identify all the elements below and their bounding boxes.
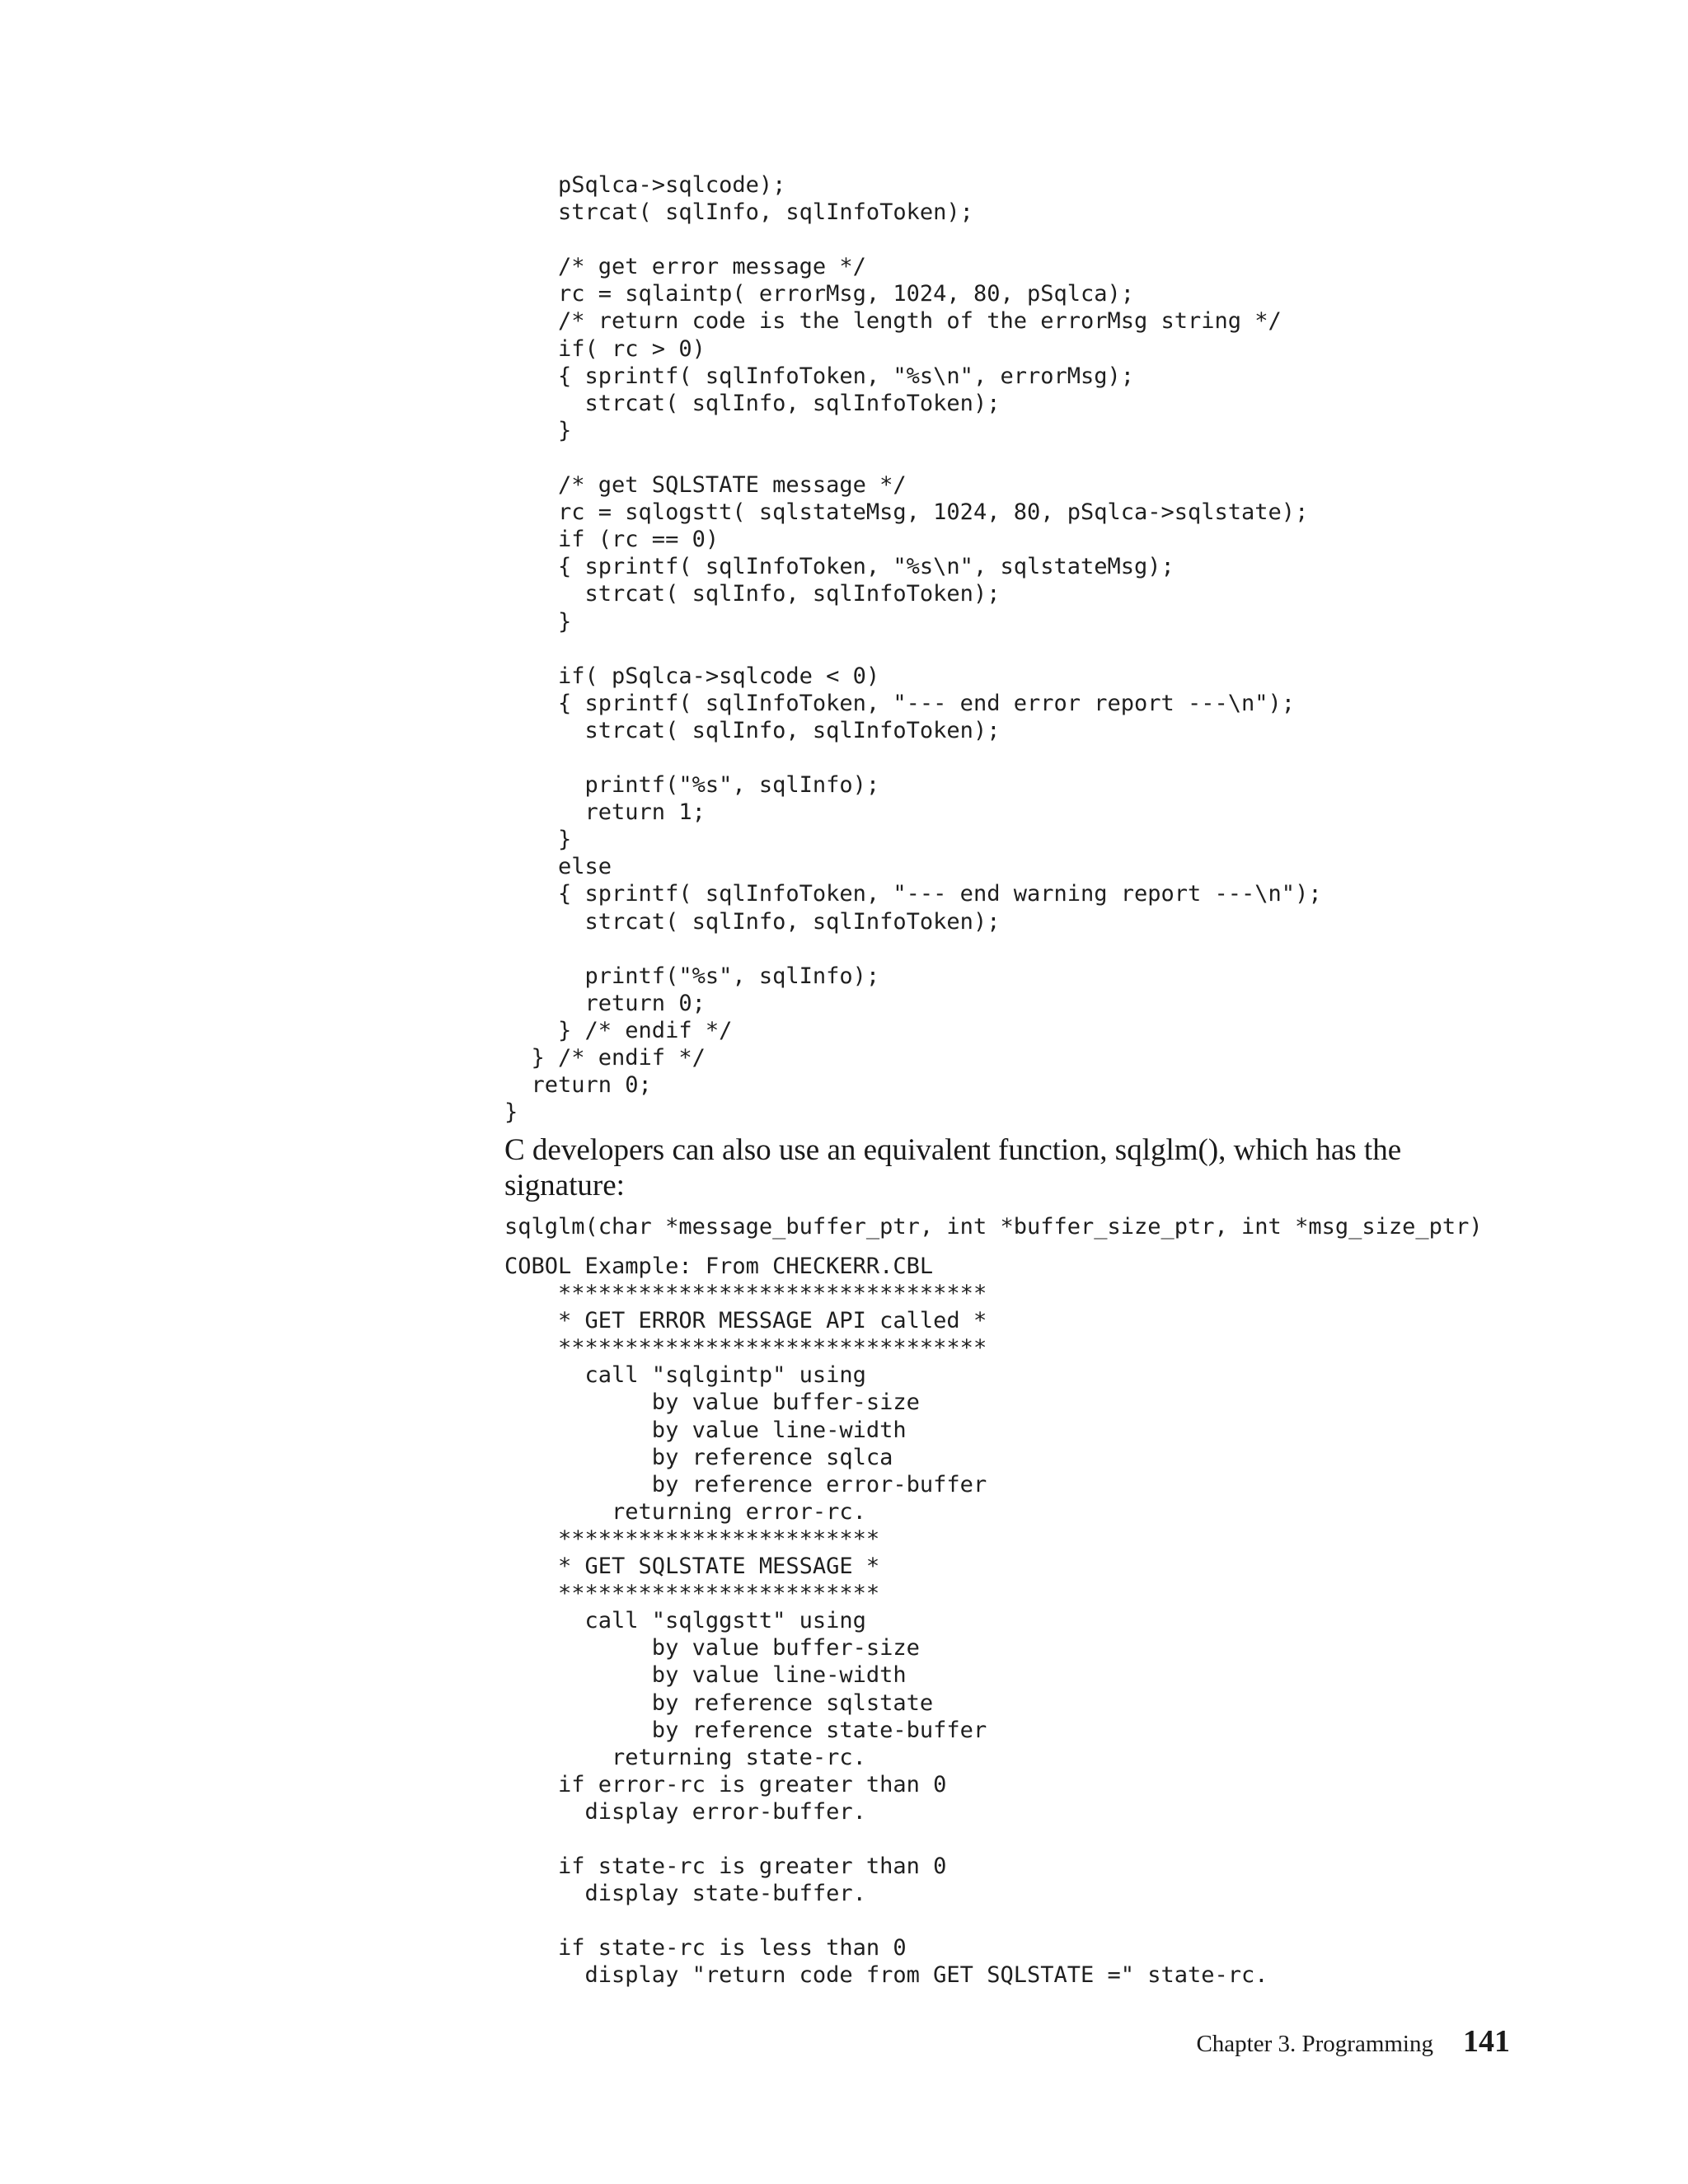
cobol-code-listing: COBOL Example: From CHECKERR.CBL ******************************** * GET ERROR MESSAGE API called * ******************************** call "sqlgintp" using by value buffer-size by value line-width by reference sqlca by reference error-buffer returning error-rc. ************************ * GET SQLSTATE MESSAGE * ************************ call "sqlggstt" using by value buffer-size by value line-width by reference sqlstate by reference state-buffer returning state-rc. if error-rc is greater than 0 display error-buffer. if state-rc is greater than 0 display state-buffer. if state-rc is less than 0 display "return code from GET SQLSTATE =" state-rc. (504, 1254, 1268, 1989)
chapter-title: Chapter 3. Programming (1196, 2031, 1433, 2057)
page-number: 141 (1463, 2024, 1510, 2059)
page-footer (1196, 2023, 1510, 2060)
c-code-listing: pSqlca->sqlcode); strcat( sqlInfo, sqlInfoToken); /* get error message */ rc = sqlaintp( errorMsg, 1024, 80, pSqlca); /* return code is the length of the errorMsg string */ if( rc > 0) { sprintf( sqlInfoToken, "%s\n", errorMsg); strcat( sqlInfo, sqlInfoToken); } /* get SQLSTATE message */ rc = sqlogstt( sqlstateMsg, 1024, 80, pSqlca->sqlstate); if (rc == 0) { sprintf( sqlInfoToken, "%s\n", sqlstateMsg); strcat( sqlInfo, sqlInfoToken); } if( pSqlca->sqlcode < 0) { sprintf( sqlInfoToken, "--- end error report ---\n"); strcat( sqlInfo, sqlInfoToken); printf("%s", sqlInfo); return 1; } else { sprintf( sqlInfoToken, "--- end warning report ---\n"); strcat( sqlInfo, sqlInfoToken); printf("%s", sqlInfo); return 0; } /* endif */ } /* endif */ return 0; } (504, 172, 1322, 1126)
sqlglm-signature: sqlglm(char *message_buffer_ptr, int *buffer_size_ptr, int *msg_size_ptr) (504, 1214, 1483, 1240)
body-paragraph: C developers can also use an equivalent function, sqlglm(), which has the signature: (504, 1133, 1402, 1202)
